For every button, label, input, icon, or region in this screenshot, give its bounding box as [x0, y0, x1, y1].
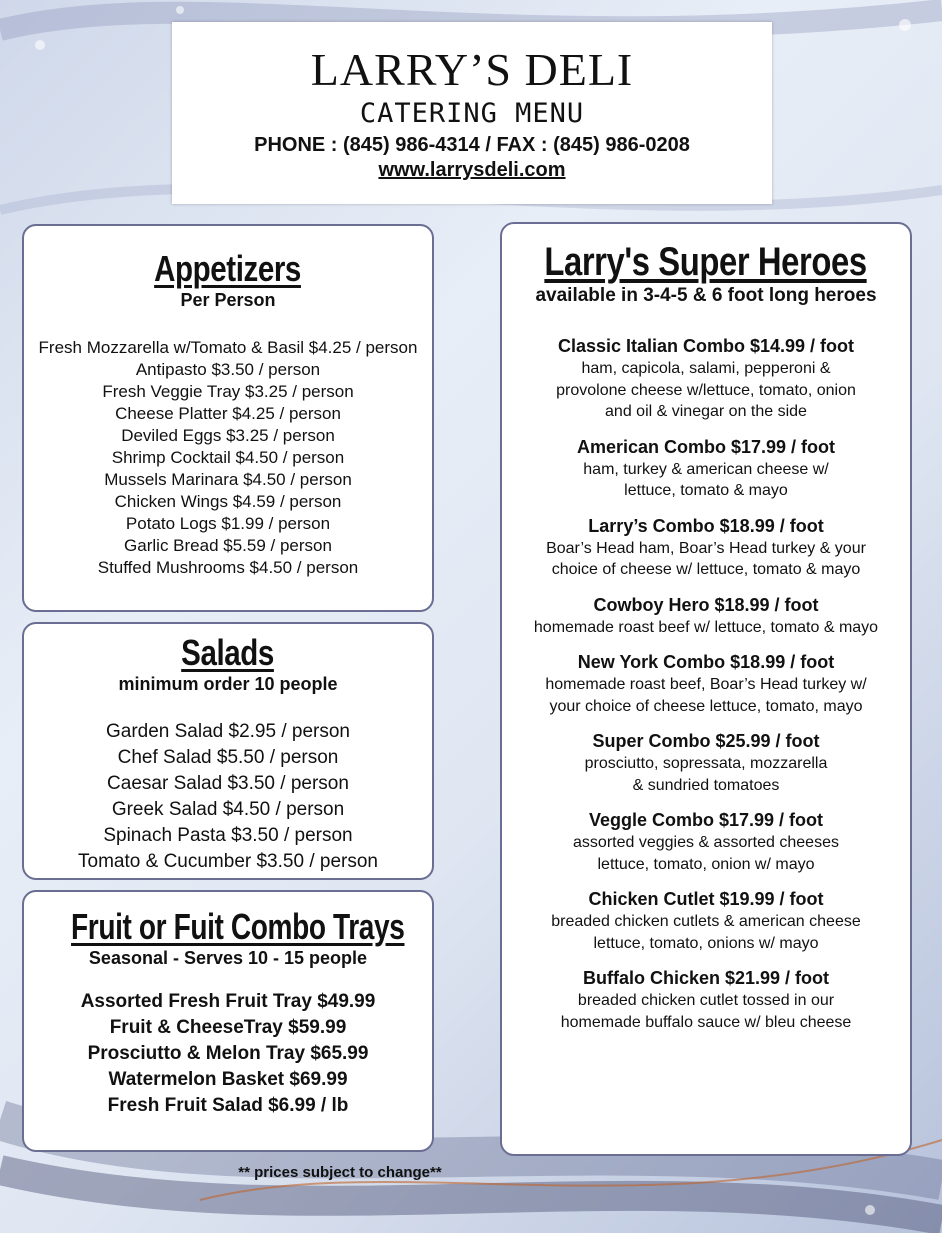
hero-description: lettuce, tomato, onion w/ mayo [597, 855, 815, 873]
hero-item [502, 594, 910, 639]
hero-name: Classic Italian Combo $14.99 / foot [557, 336, 855, 356]
appetizers-list [24, 337, 432, 579]
fruit-tray-item: Assorted Fresh Fruit Tray $49.99 [80, 991, 376, 1012]
appetizer-item: Cheese Platter $4.25 / person [115, 404, 341, 423]
salad-item: Tomato & Cucumber $3.50 / person [78, 851, 378, 872]
appetizer-item: Deviled Eggs $3.25 / person [121, 426, 335, 445]
hero-description: provolone cheese w/lettuce, tomato, onion [556, 381, 856, 399]
hero-item [502, 515, 910, 581]
hero-description: breaded chicken cutlets & american cheese [551, 913, 861, 930]
hero-description: homemade buffalo sauce w/ bleu cheese [560, 1013, 852, 1031]
salad-item: Caesar Salad $3.50 / person [107, 773, 349, 794]
hero-description: assorted veggies & assorted cheeses [573, 834, 839, 851]
appetizer-item: Mussels Marinara $4.50 / person [104, 470, 352, 489]
salads-panel [22, 622, 434, 880]
hero-description: prosciutto, sopressata, mozzarella [584, 755, 828, 772]
hero-item [502, 967, 910, 1033]
fruit-title: Fruit or Fuit Combo Trays [71, 906, 405, 947]
appetizer-item: Shrimp Cocktail $4.50 / person [111, 448, 345, 467]
heroes-subtitle: available in 3-4-5 & 6 foot long heroes [535, 285, 877, 306]
deli-title: LARRY’S DELI [310, 44, 634, 95]
fruit-subtitle: Seasonal - Serves 10 - 15 people [88, 948, 368, 968]
hero-item [502, 730, 910, 796]
hero-description: choice of cheese w/ lettuce, tomato & mayo [551, 561, 861, 578]
hero-name: American Combo $17.99 / foot [576, 436, 836, 457]
hero-name: New York Combo $18.99 / foot [577, 652, 835, 672]
salad-item: Spinach Pasta $3.50 / person [103, 825, 353, 846]
salads-title: Salads [181, 632, 275, 673]
header [172, 22, 772, 204]
salads-subtitle: minimum order 10 people [118, 674, 338, 694]
salad-item: Garden Salad $2.95 / person [105, 721, 350, 742]
hero-description: lettuce, tomato & mayo [624, 482, 788, 499]
appetizer-item: Antipasto $3.50 / person [135, 360, 321, 379]
salad-item: Chef Salad $5.50 / person [117, 747, 339, 768]
catering-menu-subtitle: CATERING MENU [359, 98, 585, 129]
hero-description: ham, turkey & american cheese w/ [583, 460, 829, 478]
fruit-panel [22, 890, 434, 1152]
appetizer-item: Garlic Bread $5.59 / person [124, 536, 332, 555]
heroes-title: Larry's Super Heroes [544, 240, 868, 284]
hero-item [502, 809, 910, 875]
appetizer-item: Chicken Wings $4.59 / person [114, 492, 342, 511]
hero-description: breaded chicken cutlet tossed in our [577, 992, 835, 1009]
hero-item [502, 888, 910, 954]
fruit-tray-item: Fruit & CheeseTray $59.99 [109, 1017, 347, 1038]
appetizers-title: Appetizers [154, 248, 302, 289]
hero-description: your choice of cheese lettuce, tomato, mayo [549, 697, 863, 715]
hero-name: Buffalo Chicken $21.99 / foot [582, 968, 830, 988]
phone-fax: PHONE : (845) 986-4314 / FAX : (845) 986-0208 [254, 134, 690, 156]
hero-name: Cowboy Hero $18.99 / foot [593, 594, 819, 615]
salads-list [24, 719, 432, 875]
heroes-panel [500, 222, 912, 1156]
hero-name: Larry’s Combo $18.99 / foot [588, 515, 824, 536]
hero-item [502, 436, 910, 502]
appetizer-item: Stuffed Mushrooms $4.50 / person [97, 558, 359, 577]
hero-description: ham, capicola, salami, pepperoni & [581, 360, 831, 377]
appetizer-item: Potato Logs $1.99 / person [125, 514, 331, 533]
hero-description: homemade roast beef w/ lettuce, tomato & mayo [533, 618, 879, 636]
hero-name: Chicken Cutlet $19.99 / foot [588, 889, 824, 909]
appetizer-item: Fresh Veggie Tray $3.25 / person [102, 382, 354, 401]
appetizer-item: Fresh Mozzarella w/Tomato & Basil $4.25 / person [38, 338, 418, 357]
website-link[interactable]: www.larrysdeli.com [378, 159, 566, 181]
appetizers-panel [22, 224, 434, 612]
hero-description: & sundried tomatoes [632, 776, 780, 794]
hero-description: lettuce, tomato, onions w/ mayo [593, 934, 819, 952]
fruit-tray-item: Fresh Fruit Salad $6.99 / lb [107, 1095, 349, 1116]
fruit-tray-item: Watermelon Basket $69.99 [108, 1069, 348, 1090]
prices-note: ** prices subject to change** [238, 1164, 442, 1181]
hero-name: Super Combo $25.99 / foot [592, 731, 820, 751]
hero-item [502, 651, 910, 717]
appetizers-subtitle: Per Person [180, 290, 276, 310]
salad-item: Greek Salad $4.50 / person [111, 799, 345, 820]
fruit-tray-item: Prosciutto & Melon Tray $65.99 [87, 1043, 369, 1064]
hero-description: Boar’s Head ham, Boar’s Head turkey & your [546, 539, 866, 557]
hero-item [502, 335, 910, 423]
heroes-list [502, 335, 910, 1033]
hero-description: and oil & vinegar on the side [605, 403, 807, 420]
fruit-list [24, 989, 432, 1119]
hero-description: homemade roast beef, Boar’s Head turkey w/ [545, 676, 867, 693]
hero-name: Veggle Combo $17.99 / foot [588, 810, 824, 830]
